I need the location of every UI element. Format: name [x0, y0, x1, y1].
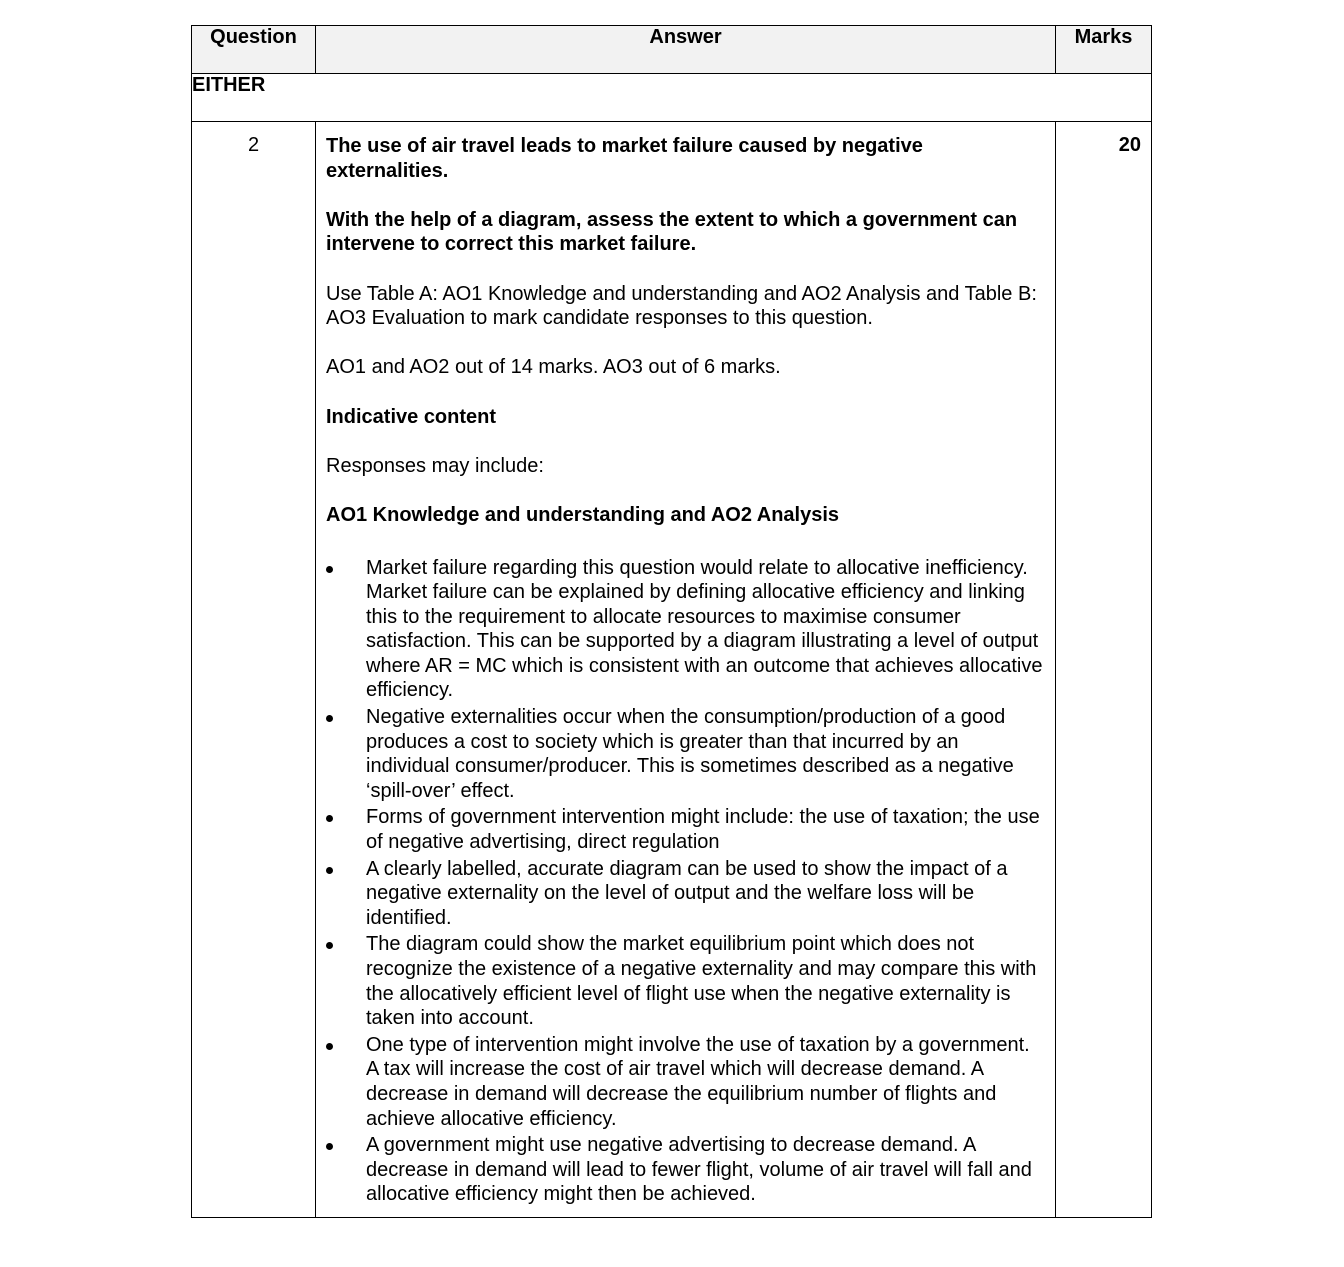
ao-heading: AO1 Knowledge and understanding and AO2 Analysis: [326, 503, 840, 526]
header-answer: Answer: [316, 26, 1056, 74]
list-item: [326, 556, 1045, 704]
header-question: Question: [192, 26, 316, 74]
list-item: [326, 705, 1045, 803]
answer-cell: [316, 122, 1056, 1218]
bullet-icon: [326, 1143, 333, 1150]
list-item: [326, 857, 1045, 931]
bullet-text: The diagram could show the market equilibrium point which does not recognize the existence of a negative externality and may compare this with the allocatively efficient level of flight use when the negative externality is taken into account.: [366, 933, 1037, 1030]
indicative-heading: Indicative content: [326, 405, 497, 428]
marking-instruction: Use Table A: AO1 Knowledge and understanding and AO2 Analysis and Table B: AO3 Evaluation to mark candidate responses to this question.: [326, 282, 1037, 330]
bullet-icon: [326, 715, 333, 722]
section-label: EITHER: [192, 74, 1152, 122]
list-item: [326, 932, 1045, 1030]
bullet-text: A clearly labelled, accurate diagram can be used to show the impact of a negative externality on the level of output and the welfare loss will be identified.: [366, 857, 1008, 929]
marks-value: 20: [1056, 122, 1152, 1218]
bullet-icon: [326, 942, 333, 949]
list-item: [326, 1033, 1045, 1131]
bullet-text: A government might use negative advertising to decrease demand. A decrease in demand will lead to fewer flight, volume of air travel will fall and allocative efficiency might then be achieved.: [366, 1134, 1032, 1206]
bullet-icon: [326, 867, 333, 874]
bullet-icon: [326, 1043, 333, 1050]
header-marks: Marks: [1056, 26, 1152, 74]
question-number: 2: [192, 122, 316, 1218]
list-item: [326, 1133, 1045, 1207]
question-row: [192, 122, 1152, 1218]
responses-intro: Responses may include:: [326, 454, 544, 477]
question-prompt-1: The use of air travel leads to market failure caused by negative externalities.: [326, 135, 923, 182]
list-item: [326, 805, 1045, 854]
indicative-bullets: [326, 556, 1045, 1207]
question-prompt-2: With the help of a diagram, assess the extent to which a government can intervene to correct this market failure.: [326, 208, 1018, 256]
section-row: [192, 74, 1152, 122]
header-row: [192, 26, 1152, 74]
bullet-text: One type of intervention might involve the use of taxation by a government. A tax will increase the cost of air travel which will decrease demand. A decrease in demand will decrease the equilibrium number of flights and achieve allocative efficiency.: [366, 1033, 1030, 1130]
bullet-icon: [326, 815, 333, 822]
bullet-text: Forms of government intervention might include: the use of taxation; the use of negative advertising, direct regulation: [366, 806, 1040, 854]
bullet-icon: [326, 566, 333, 573]
marks-split: AO1 and AO2 out of 14 marks. AO3 out of 6 marks.: [326, 356, 781, 379]
bullet-text: Negative externalities occur when the consumption/production of a good produces a cost to society which is greater than that incurred by an individual consumer/producer. This is sometimes described as a negative ‘spill-over’ effect.: [366, 706, 1014, 802]
mark-scheme-table: [191, 25, 1152, 1218]
bullet-text: Market failure regarding this question would relate to allocative inefficiency. Market failure can be explained by defining allocative efficiency and linking this to the requirement to allocate resources to maximise consumer satisfaction. This can be supported by a diagram illustrating a level of output where AR = MC which is consistent with an outcome that achieves allocative efficiency.: [366, 556, 1043, 702]
